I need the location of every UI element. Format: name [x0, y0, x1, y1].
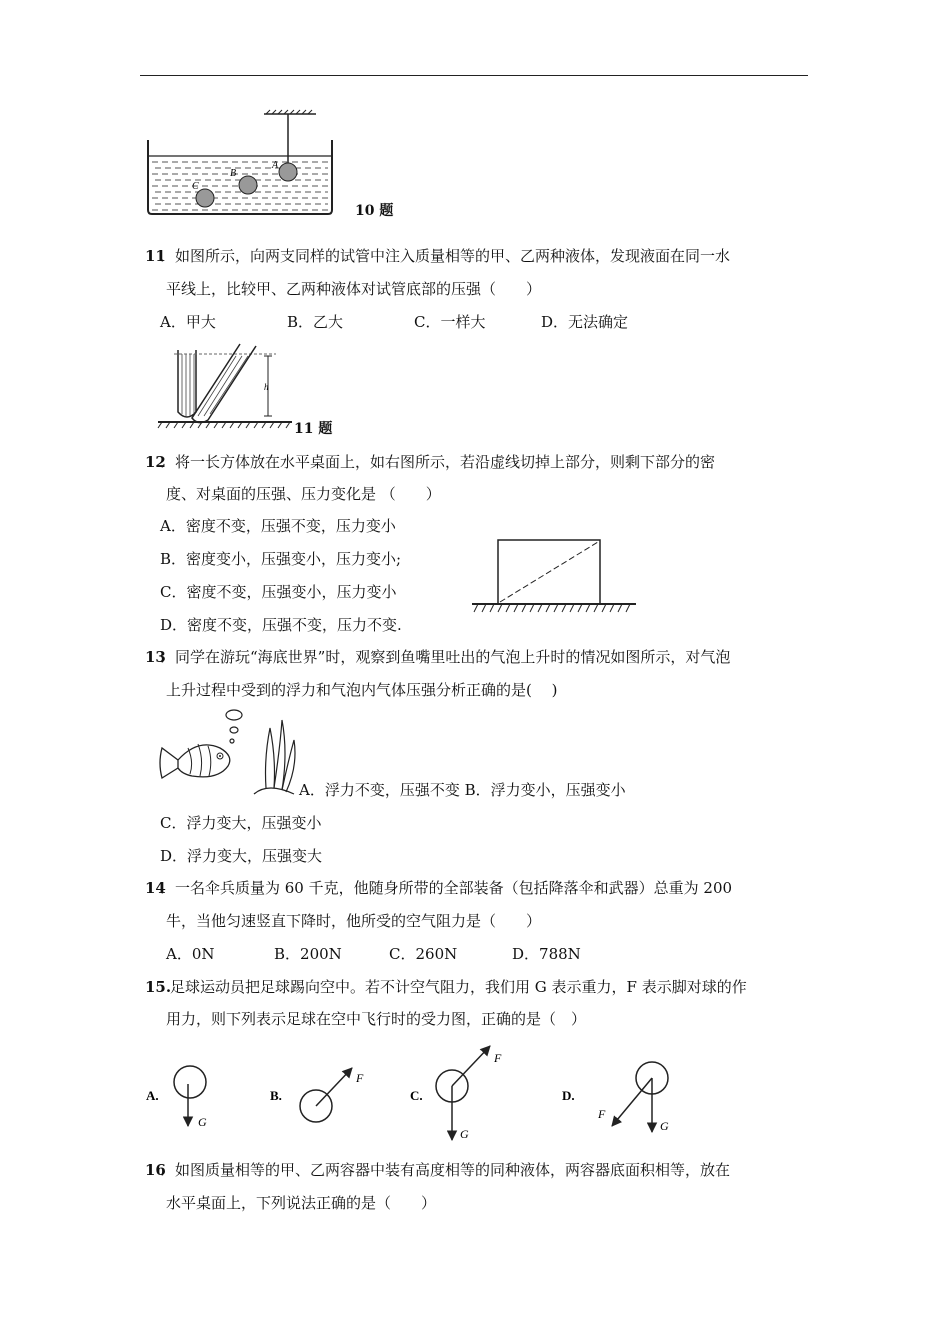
q12-option-a: A．密度不变，压强不变，压力变小 [160, 517, 396, 535]
option-d-label: D. [562, 1088, 575, 1103]
ball-a-label: A [272, 160, 279, 171]
a-g-label: G [198, 1115, 207, 1129]
q13-stem-line1: ．同学在游玩“海底世界”时，观察到鱼嘴里吐出的气泡上升时的情况如图所示，对气泡 [160, 648, 731, 666]
q13-options-ab: A．浮力不变，压强不变 B．浮力变小，压强变小 [299, 781, 626, 799]
q14-option-a: A．0N [166, 945, 215, 963]
q13-option-c: C．浮力变大，压强变小 [160, 814, 322, 832]
figure-10-beaker-balls [140, 110, 340, 218]
option-a-label: A. [146, 1088, 159, 1103]
q11-stem-line1: ．如图所示，向两支同样的试管中注入质量相等的甲、乙两种液体，发现液面在同一水 [160, 247, 731, 265]
q13-option-d: D．浮力变大，压强变大 [160, 847, 323, 865]
q11-stem-line2: 平线上，比较甲、乙两种液体对试管底部的压强（ ） [166, 280, 542, 298]
q14-option-b: B．200N [274, 945, 342, 963]
q12-option-c: C．密度不变，压强变小，压力变小 [160, 583, 397, 601]
q12-option-b: B．密度变小，压强变小，压力变小; [160, 550, 402, 568]
q16-number: 16 [145, 1161, 166, 1179]
q14-stem-line1: ．一名伞兵质量为 60 千克，他随身所带的全部装备（包括降落伞和武器）总重为 200 [160, 879, 733, 897]
q15-stem-line1: 足球运动员把足球踢向空中。若不计空气阻力，我们用 G 表示重力，F 表示脚对球的作 [170, 978, 747, 996]
q15-stem-line2: 用力，则下列表示足球在空中飞行时的受力图，正确的是（ ） [166, 1010, 587, 1028]
figure-13-fish-bubbles [158, 708, 304, 800]
q11-option-b: B．乙大 [287, 313, 344, 331]
q11-number: 11 [145, 247, 166, 265]
figure-10-caption: 10 题 [355, 203, 394, 219]
ball-b-label: B [230, 168, 237, 179]
b-f-label: F [356, 1071, 364, 1085]
q16-stem-line2: 水平桌面上，下列说法正确的是（ ） [166, 1194, 437, 1212]
d-f-label: F [598, 1107, 606, 1121]
option-c-label: C. [410, 1088, 423, 1103]
q13-number: 13 [145, 648, 166, 666]
q11-option-a: A．甲大 [160, 313, 216, 331]
q16-stem-line1: ．如图质量相等的甲、乙两容器中装有高度相等的同种液体，两容器底面积相等，放在 [160, 1161, 731, 1179]
option-b-label: B. [270, 1088, 282, 1103]
q14-number: 14 [145, 879, 166, 897]
figure-15-force-diagrams [140, 1040, 700, 1144]
q11-option-d: D．无法确定 [541, 313, 629, 331]
q12-option-d: D．密度不变，压强不变，压力不变. [160, 616, 402, 634]
figure-11-caption: 11 题 [294, 421, 333, 437]
figure-12-cuboid [470, 538, 638, 618]
height-h-label: h [264, 382, 269, 392]
header-rule [140, 75, 808, 76]
q15-number: 15. [145, 978, 172, 996]
q11-option-c: C．一样大 [414, 313, 486, 331]
q12-stem-line2: 度、对桌面的压强、压力变化是 （ ） [166, 485, 441, 503]
q14-option-d: D．788N [512, 945, 581, 963]
d-g-label: G [660, 1119, 669, 1133]
ball-c-label: C [192, 181, 199, 192]
q14-option-c: C．260N [389, 945, 458, 963]
q14-stem-line2: 牛，当他匀速竖直下降时，他所受的空气阻力是（ ） [166, 912, 542, 930]
q12-stem-line1: ．将一长方体放在水平桌面上，如右图所示，若沿虚线切掉上部分，则剩下部分的密 [160, 453, 716, 471]
q12-number: 12 [145, 453, 166, 471]
q13-stem-line2: 上升过程中受到的浮力和气泡内气体压强分析正确的是( ) [166, 681, 558, 699]
figure-11-test-tubes [158, 342, 294, 432]
c-f-label: F [494, 1051, 502, 1065]
c-g-label: G [460, 1127, 469, 1141]
